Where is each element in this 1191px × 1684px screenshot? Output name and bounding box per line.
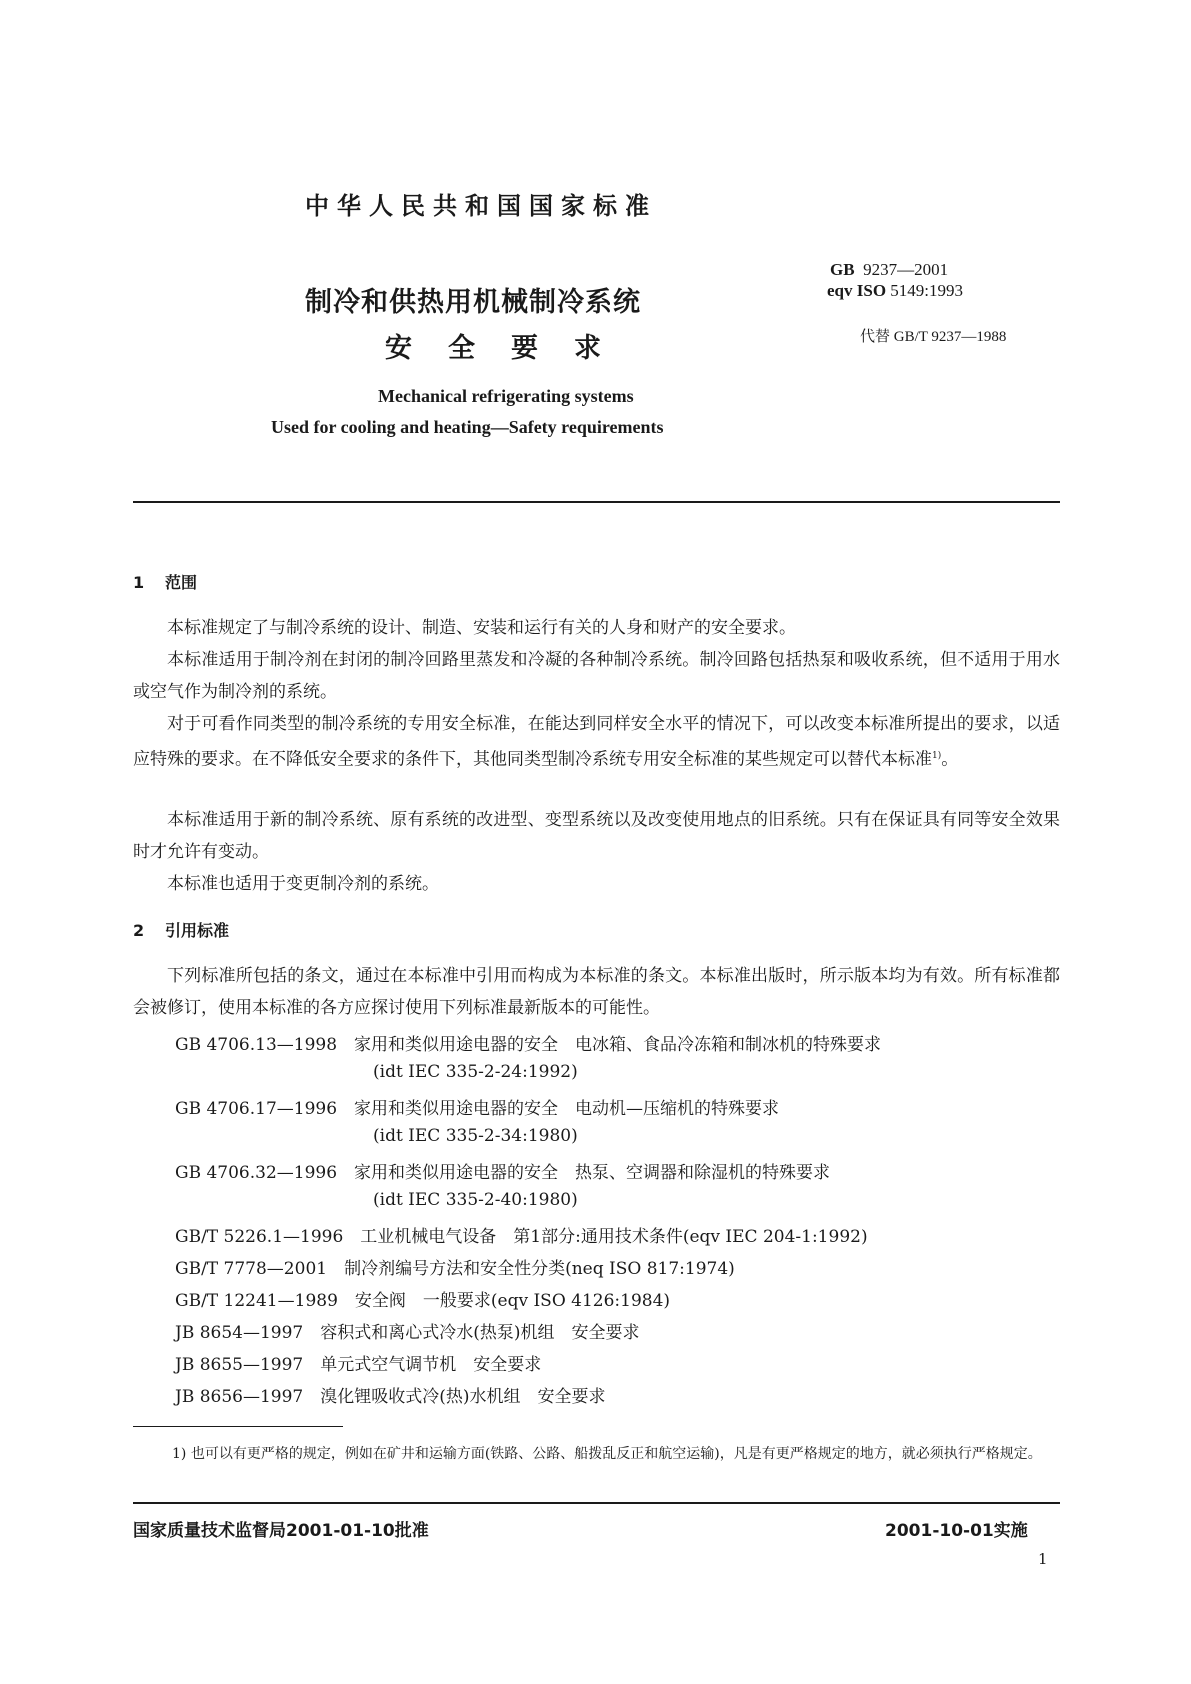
reference-item: GB 4706.13—1998 家用和类似用途电器的安全 电冰箱、食品冷冻箱和制冰机的特殊要求 — [175, 1035, 882, 1055]
header-divider — [133, 501, 1060, 503]
footnote-divider — [133, 1426, 343, 1427]
section-1-paragraph: 本标准适用于制冷剂在封闭的制冷回路里蒸发和冷凝的各种制冷系统。制冷回路包括热泵和吸收系统，但不适用于用水或空气作为制冷剂的系统。 — [133, 650, 1060, 702]
reference-item: (idt IEC 335-2-24:1992) — [373, 1062, 578, 1082]
section-1-title: 范围 — [165, 573, 198, 592]
title-cn-line1: 制冷和供热用机械制冷系统 — [305, 287, 641, 318]
footnote-reference: 1) — [932, 751, 942, 761]
equivalent-code-number: 5149:1993 — [890, 281, 964, 300]
title-en-line1: Mechanical refrigerating systems — [378, 386, 634, 406]
section-1-paragraph-end: 。 — [941, 749, 959, 770]
section-1-paragraph: 本标准也适用于变更制冷剂的系统。 — [167, 874, 439, 894]
replaces-code: 代替 GB/T 9237—1988 — [860, 329, 1007, 345]
footnote-text: 1) 也可以有更严格的规定，例如在矿井和运输方面(铁路、公路、船拨乱反正和航空运输)，凡是有更严格规定的地方，就必须执行严格规定。 — [172, 1446, 1042, 1462]
standard-code — [830, 260, 948, 280]
section-1-heading — [133, 570, 197, 593]
reference-item: JB 8656—1997 溴化锂吸收式冷(热)水机组 安全要求 — [175, 1387, 606, 1407]
footer-divider — [133, 1502, 1060, 1504]
reference-item: GB/T 7778—2001 制冷剂编号方法和安全性分类(neq ISO 817:1974) — [175, 1259, 735, 1279]
approval-date: 国家质量技术监督局2001-01-10批准 — [133, 1521, 429, 1541]
section-2-heading — [133, 918, 229, 941]
page-number: 1 — [1038, 1550, 1048, 1568]
reference-item: GB/T 12241—1989 安全阀 一般要求(eqv ISO 4126:1984) — [175, 1291, 671, 1311]
reference-item: GB 4706.17—1996 家用和类似用途电器的安全 电动机—压缩机的特殊要求 — [175, 1099, 780, 1119]
title-en-line2: Used for cooling and heating—Safety requirements — [271, 417, 664, 437]
section-1-number: 1 — [133, 573, 145, 592]
reference-item: JB 8655—1997 单元式空气调节机 安全要求 — [175, 1355, 542, 1375]
standard-code-prefix: GB — [830, 260, 855, 279]
section-1-paragraph-text: 对于可看作同类型的制冷系统的专用安全标准，在能达到同样安全水平的情况下，可以改变本标准所提出的要求，以适应特殊的要求。在不降低安全要求的条件下，其他同类型制冷系统专用安全标准的某些规定可以替代本标准 — [133, 714, 1060, 770]
reference-item: (idt IEC 335-2-40:1980) — [373, 1190, 578, 1210]
implementation-date: 2001-10-01实施 — [885, 1521, 1028, 1541]
section-1-paragraph: 本标准适用于新的制冷系统、原有系统的改进型、变型系统以及改变使用地点的旧系统。只有在保证具有同等安全效果时才允许有变动。 — [133, 810, 1060, 862]
equivalent-code-prefix: eqv ISO — [827, 281, 887, 300]
reference-item: JB 8654—1997 容积式和离心式冷水(热泵)机组 安全要求 — [175, 1323, 640, 1343]
section-2-number: 2 — [133, 921, 145, 940]
section-2-intro: 下列标准所包括的条文，通过在本标准中引用而构成为本标准的条文。本标准出版时，所示版本均为有效。所有标准都会被修订，使用本标准的各方应探讨使用下列标准最新版本的可能性。 — [133, 966, 1060, 1018]
standard-code-number: 9237—2001 — [863, 260, 949, 279]
reference-item: (idt IEC 335-2-34:1980) — [373, 1126, 578, 1146]
section-1-paragraph — [133, 708, 1060, 776]
title-cn-line2: 安全要求 — [385, 333, 637, 364]
section-1-paragraph: 本标准规定了与制冷系统的设计、制造、安装和运行有关的人身和财产的安全要求。 — [167, 618, 796, 638]
national-standard-heading: 中华人民共和国国家标准 — [305, 192, 657, 220]
equivalent-code — [827, 281, 963, 301]
reference-item: GB 4706.32—1996 家用和类似用途电器的安全 热泵、空调器和除湿机的特殊要求 — [175, 1163, 831, 1183]
reference-item: GB/T 5226.1—1996 工业机械电气设备 第1部分:通用技术条件(eqv IEC 204-1:1992) — [175, 1227, 868, 1247]
section-2-title: 引用标准 — [165, 921, 230, 940]
